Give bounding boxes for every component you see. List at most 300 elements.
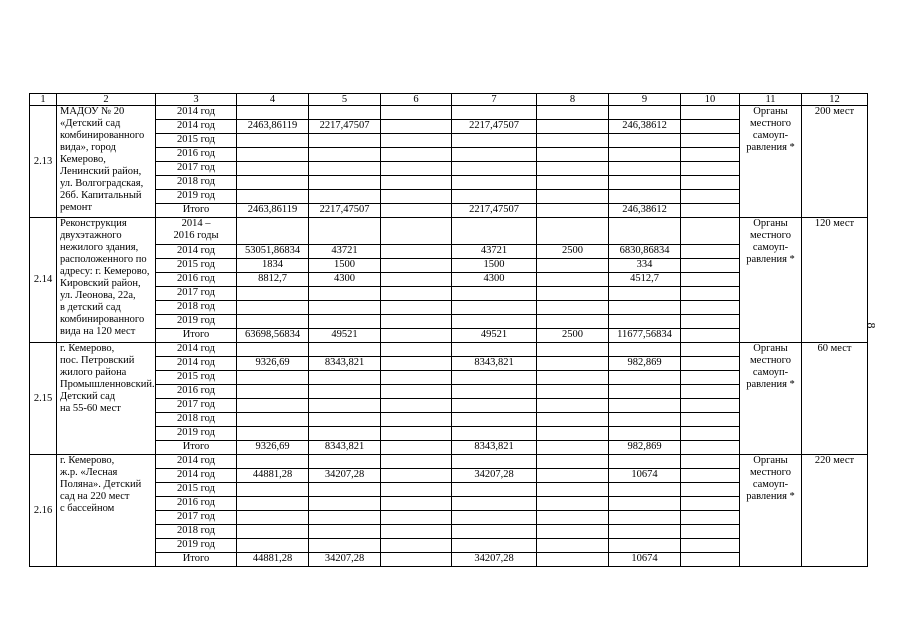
value-cell-c10 [681,162,740,176]
value-cell-c6 [381,413,452,427]
value-cell-c4 [237,413,309,427]
item-number: 2.14 [30,218,57,343]
value-cell-c8 [537,483,609,497]
value-cell-c7 [452,539,537,553]
value-cell-c7 [452,483,537,497]
value-cell-c10 [681,441,740,455]
value-cell-c9 [609,483,681,497]
value-cell-c5: 34207,28 [309,553,381,567]
value-cell-c5 [309,385,381,399]
value-cell-c9 [609,134,681,148]
value-cell-c4: 8812,7 [237,273,309,287]
object-name-line: ремонт [60,202,93,213]
value-cell-c6 [381,329,452,343]
responsible-organization [740,106,802,218]
value-cell-c9: 10674 [609,469,681,483]
value-cell-c6 [381,162,452,176]
year-cell: 2014 – 2016 годы [156,218,237,245]
object-name-line: г. Кемерово, [60,455,115,466]
value-cell-c7: 8343,821 [452,357,537,371]
value-cell-c10 [681,357,740,371]
value-cell-c4 [237,455,309,469]
value-cell-c4: 9326,69 [237,441,309,455]
column-header-3: 3 [156,94,237,106]
value-cell-c5: 2217,47507 [309,120,381,134]
value-cell-c9 [609,385,681,399]
value-cell-c10 [681,218,740,245]
capacity-cell: 220 мест [802,455,868,567]
value-cell-c10 [681,553,740,567]
organization-line: Органы [753,455,788,466]
item-number: 2.16 [30,455,57,567]
value-cell-c5 [309,427,381,441]
value-cell-c4 [237,190,309,204]
value-cell-c10 [681,315,740,329]
value-cell-c9 [609,148,681,162]
organization-line: равления * [746,142,795,153]
value-cell-c10 [681,427,740,441]
value-cell-c6 [381,106,452,120]
value-cell-c7 [452,413,537,427]
value-cell-c9: 10674 [609,553,681,567]
value-cell-c8 [537,315,609,329]
column-header-8: 8 [537,94,609,106]
value-cell-c9 [609,301,681,315]
year-cell: 2014 год [156,245,237,259]
item-number: 2.15 [30,343,57,455]
value-cell-c10 [681,483,740,497]
value-cell-c10 [681,106,740,120]
column-header-2: 2 [57,94,156,106]
organization-line: самоуп- [752,367,789,378]
column-header-12: 12 [802,94,868,106]
year-cell: 2019 год [156,427,237,441]
value-cell-c9 [609,218,681,245]
year-cell: 2019 год [156,190,237,204]
value-cell-c10 [681,148,740,162]
value-cell-c8 [537,525,609,539]
value-cell-c9 [609,343,681,357]
table-row [30,218,868,245]
value-cell-c6 [381,427,452,441]
value-cell-c10 [681,273,740,287]
year-cell: 2017 год [156,287,237,301]
value-cell-c10 [681,511,740,525]
value-cell-c8 [537,218,609,245]
value-cell-c10 [681,371,740,385]
table-row [30,343,868,357]
value-cell-c4 [237,287,309,301]
value-cell-c5 [309,301,381,315]
year-cell: 2014 год [156,343,237,357]
value-cell-c8 [537,441,609,455]
organization-line: местного [750,118,791,129]
value-cell-c10 [681,204,740,218]
value-cell-c4 [237,399,309,413]
value-cell-c4 [237,176,309,190]
value-cell-c4: 2463,86119 [237,204,309,218]
value-cell-c9: 6830,86834 [609,245,681,259]
value-cell-c9: 11677,56834 [609,329,681,343]
object-name [57,106,156,218]
value-cell-c6 [381,301,452,315]
value-cell-c6 [381,245,452,259]
table-row [30,455,868,469]
value-cell-c8 [537,385,609,399]
value-cell-c10 [681,329,740,343]
value-cell-c6 [381,120,452,134]
responsible-organization [740,343,802,455]
column-header-9: 9 [609,94,681,106]
object-name-line: Реконструкция [60,218,127,229]
value-cell-c5 [309,134,381,148]
organization-line: местного [750,467,791,478]
value-cell-c10 [681,413,740,427]
value-cell-c5: 4300 [309,273,381,287]
year-cell: 2014 год [156,469,237,483]
object-name-line: пос. Петровский [60,355,135,366]
organization-line: местного [750,355,791,366]
value-cell-c6 [381,553,452,567]
value-cell-c5 [309,106,381,120]
object-name-line: ж.р. «Лесная [60,467,118,478]
value-cell-c8 [537,259,609,273]
value-cell-c4 [237,218,309,245]
value-cell-c9: 334 [609,259,681,273]
value-cell-c8 [537,413,609,427]
table-row [30,106,868,120]
value-cell-c4 [237,162,309,176]
program-table [29,93,868,567]
value-cell-c7 [452,162,537,176]
object-name-line: жилого района [60,367,127,378]
year-cell: 2015 год [156,134,237,148]
value-cell-c5 [309,413,381,427]
value-cell-c10 [681,525,740,539]
object-name-line: Детский сад [60,391,116,402]
value-cell-c5 [309,525,381,539]
year-cell: 2017 год [156,162,237,176]
value-cell-c4 [237,525,309,539]
value-cell-c4 [237,134,309,148]
value-cell-c6 [381,273,452,287]
year-cell: 2017 год [156,511,237,525]
year-cell: 2018 год [156,301,237,315]
object-name-line: Промышленновский. [60,379,155,390]
value-cell-c6 [381,176,452,190]
value-cell-c5: 49521 [309,329,381,343]
year-cell: 2016 год [156,148,237,162]
organization-line: самоуп- [752,242,789,253]
value-cell-c4 [237,301,309,315]
value-cell-c6 [381,287,452,301]
capacity-cell: 200 мест [802,106,868,218]
value-cell-c5: 43721 [309,245,381,259]
year-cell: Итого [156,204,237,218]
value-cell-c5: 8343,821 [309,441,381,455]
value-cell-c7 [452,511,537,525]
value-cell-c5 [309,162,381,176]
value-cell-c6 [381,134,452,148]
value-cell-c7 [452,343,537,357]
organization-line: равления * [746,379,795,390]
value-cell-c10 [681,343,740,357]
value-cell-c6 [381,190,452,204]
object-name-line: комбинированного [60,314,145,325]
object-name-line: с бассейном [60,503,115,514]
value-cell-c5 [309,483,381,497]
value-cell-c6 [381,218,452,245]
value-cell-c9: 982,869 [609,357,681,371]
value-cell-c6 [381,259,452,273]
object-name-line: Кемерово, [60,154,106,165]
value-cell-c8 [537,497,609,511]
value-cell-c7 [452,315,537,329]
object-name-line: адресу: г. Кемерово, [60,266,150,277]
value-cell-c8 [537,455,609,469]
object-name-line: «Детский сад [60,118,121,129]
value-cell-c8 [537,301,609,315]
organization-line: Органы [753,218,788,229]
object-name-line: двухэтажного [60,230,122,241]
value-cell-c7: 1500 [452,259,537,273]
value-cell-c9 [609,525,681,539]
value-cell-c5 [309,315,381,329]
object-name-line: в детский сад [60,302,121,313]
value-cell-c9: 982,869 [609,441,681,455]
year-cell: 2019 год [156,539,237,553]
column-header-4: 4 [237,94,309,106]
value-cell-c7 [452,385,537,399]
year-cell: Итого [156,329,237,343]
value-cell-c8 [537,539,609,553]
value-cell-c8 [537,427,609,441]
value-cell-c8 [537,357,609,371]
column-header-7: 7 [452,94,537,106]
value-cell-c5 [309,455,381,469]
value-cell-c10 [681,176,740,190]
column-header-5: 5 [309,94,381,106]
value-cell-c7: 4300 [452,273,537,287]
value-cell-c4 [237,497,309,511]
year-cell: 2014 год [156,106,237,120]
value-cell-c6 [381,371,452,385]
page-number: 8 [864,322,879,329]
value-cell-c8 [537,148,609,162]
value-cell-c7 [452,525,537,539]
value-cell-c7 [452,106,537,120]
value-cell-c5 [309,287,381,301]
column-header-11: 11 [740,94,802,106]
value-cell-c9 [609,413,681,427]
value-cell-c6 [381,525,452,539]
object-name-line: Ленинский район, [60,166,142,177]
value-cell-c7 [452,399,537,413]
responsible-organization [740,218,802,343]
year-cell: Итого [156,553,237,567]
value-cell-c9 [609,399,681,413]
object-name-line: комбинированного [60,130,145,141]
value-cell-c8: 2500 [537,245,609,259]
organization-line: местного [750,230,791,241]
value-cell-c9 [609,162,681,176]
value-cell-c5 [309,399,381,413]
value-cell-c10 [681,497,740,511]
organization-line: самоуп- [752,479,789,490]
object-name-line: г. Кемерово, [60,343,115,354]
value-cell-c6 [381,385,452,399]
organization-line: Органы [753,343,788,354]
value-cell-c8 [537,134,609,148]
responsible-organization [740,455,802,567]
value-cell-c4: 44881,28 [237,469,309,483]
object-name-line: сад на 220 мест [60,491,130,502]
value-cell-c7: 8343,821 [452,441,537,455]
item-number: 2.13 [30,106,57,218]
capacity-cell: 60 мест [802,343,868,455]
value-cell-c10 [681,259,740,273]
year-cell: 2014 год [156,120,237,134]
value-cell-c4 [237,343,309,357]
value-cell-c8 [537,273,609,287]
value-cell-c7: 2217,47507 [452,120,537,134]
value-cell-c9 [609,427,681,441]
value-cell-c6 [381,357,452,371]
column-header-1: 1 [30,94,57,106]
value-cell-c8 [537,106,609,120]
capacity-cell: 120 мест [802,218,868,343]
value-cell-c7 [452,427,537,441]
value-cell-c4 [237,539,309,553]
value-cell-c10 [681,469,740,483]
object-name-line: нежилого здания, [60,242,139,253]
value-cell-c9 [609,287,681,301]
object-name [57,343,156,455]
value-cell-c7: 2217,47507 [452,204,537,218]
value-cell-c4: 63698,56834 [237,329,309,343]
value-cell-c9 [609,455,681,469]
object-name [57,218,156,343]
column-header-10: 10 [681,94,740,106]
value-cell-c9: 246,38612 [609,204,681,218]
value-cell-c4 [237,483,309,497]
value-cell-c7 [452,134,537,148]
value-cell-c7 [452,455,537,469]
value-cell-c10 [681,134,740,148]
value-cell-c4: 9326,69 [237,357,309,371]
object-name-line: расположенного по [60,254,147,265]
value-cell-c8 [537,343,609,357]
value-cell-c10 [681,190,740,204]
value-cell-c7 [452,287,537,301]
value-cell-c6 [381,343,452,357]
value-cell-c7 [452,371,537,385]
value-cell-c4: 1834 [237,259,309,273]
value-cell-c7: 34207,28 [452,553,537,567]
value-cell-c10 [681,399,740,413]
object-name-line: Поляна». Детский [60,479,142,490]
object-name-line: 26б. Капитальный [60,190,142,201]
value-cell-c8 [537,469,609,483]
organization-line: самоуп- [752,130,789,141]
object-name-line: Кировский район, [60,278,141,289]
year-cell: 2014 год [156,357,237,371]
value-cell-c7 [452,301,537,315]
value-cell-c5 [309,511,381,525]
value-cell-c8: 2500 [537,329,609,343]
year-cell: 2018 год [156,176,237,190]
value-cell-c8 [537,287,609,301]
year-cell: 2014 год [156,455,237,469]
year-cell: 2016 год [156,497,237,511]
value-cell-c6 [381,539,452,553]
value-cell-c7 [452,497,537,511]
organization-line: равления * [746,254,795,265]
value-cell-c9 [609,190,681,204]
value-cell-c9 [609,315,681,329]
year-cell: 2015 год [156,371,237,385]
value-cell-c10 [681,385,740,399]
table-body [30,94,868,567]
organization-line: равления * [746,491,795,502]
value-cell-c7: 43721 [452,245,537,259]
value-cell-c10 [681,245,740,259]
value-cell-c4: 44881,28 [237,553,309,567]
value-cell-c5 [309,343,381,357]
value-cell-c9: 4512,7 [609,273,681,287]
organization-line: Органы [753,106,788,117]
value-cell-c4 [237,427,309,441]
value-cell-c8 [537,190,609,204]
value-cell-c7 [452,190,537,204]
value-cell-c4 [237,371,309,385]
value-cell-c4 [237,315,309,329]
value-cell-c6 [381,204,452,218]
year-cell: 2019 год [156,315,237,329]
value-cell-c7 [452,218,537,245]
value-cell-c5: 34207,28 [309,469,381,483]
value-cell-c8 [537,162,609,176]
value-cell-c5 [309,497,381,511]
column-header-6: 6 [381,94,452,106]
year-cell: 2015 год [156,259,237,273]
value-cell-c6 [381,511,452,525]
header-row [30,94,868,106]
value-cell-c4: 53051,86834 [237,245,309,259]
value-cell-c4 [237,385,309,399]
object-name-line: МАДОУ № 20 [60,106,125,117]
year-cell: 2018 год [156,413,237,427]
value-cell-c6 [381,399,452,413]
value-cell-c8 [537,399,609,413]
value-cell-c9 [609,511,681,525]
value-cell-c5: 1500 [309,259,381,273]
value-cell-c7 [452,148,537,162]
value-cell-c4 [237,511,309,525]
value-cell-c8 [537,120,609,134]
value-cell-c9 [609,371,681,385]
object-name-line: вида на 120 мест [60,326,136,337]
value-cell-c9 [609,539,681,553]
value-cell-c8 [537,553,609,567]
value-cell-c9 [609,497,681,511]
value-cell-c6 [381,315,452,329]
year-cell: 2017 год [156,399,237,413]
year-cell: 2018 год [156,525,237,539]
value-cell-c10 [681,287,740,301]
value-cell-c4 [237,148,309,162]
value-cell-c5: 8343,821 [309,357,381,371]
